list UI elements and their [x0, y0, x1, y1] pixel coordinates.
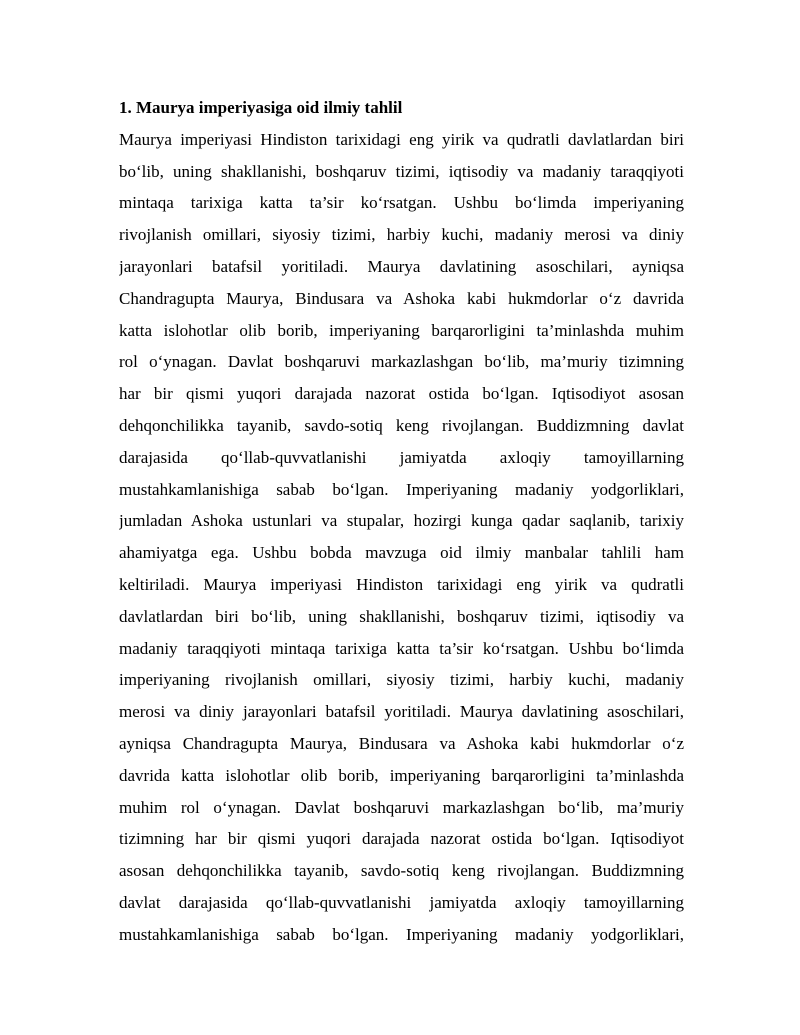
paragraph: [119, 124, 684, 951]
text-line: Chandragupta Maurya, Bindusara va Ashoka kabi hukmdorlar o‘z davrida: [119, 288, 684, 308]
text-line: merosi va diniy jarayonlari batafsil yoritiladi. Maurya davlatining asoschilari,: [119, 702, 684, 722]
text-line: imperiyaning rivojlanish omillari, siyosiy tizimi, harbiy kuchi, madaniy: [119, 670, 684, 690]
text-line: asosan dehqonchilikka tayanib, savdo-sotiq keng rivojlangan. Buddizmning: [119, 861, 684, 881]
section-heading: 1. Maurya imperiyasiga oid ilmiy tahlil: [119, 98, 403, 117]
text-line: rol o‘ynagan. Davlat boshqaruvi markazlashgan bo‘lib, ma’muriy tizimning: [119, 352, 684, 372]
text-line: dehqonchilikka tayanib, savdo-sotiq keng rivojlangan. Buddizmning davlat: [119, 415, 684, 435]
text-line: davlatlardan biri bo‘lib, uning shakllanishi, boshqaruv tizimi, iqtisodiy va: [119, 606, 684, 626]
text-line: rivojlanish omillari, siyosiy tizimi, harbiy kuchi, madaniy merosi va diniy: [119, 225, 684, 245]
text-line: har bir qismi yuqori darajada nazorat ostida bo‘lgan. Iqtisodiyot asosan: [119, 384, 684, 404]
text-line: mustahkamlanishiga sabab bo‘lgan. Imperiyaning madaniy yodgorliklari,: [119, 924, 684, 944]
text-line: ayniqsa Chandragupta Maurya, Bindusara va Ashoka kabi hukmdorlar o‘z: [119, 733, 684, 753]
text-line: tizimning har bir qismi yuqori darajada nazorat ostida bo‘lgan. Iqtisodiyot: [119, 829, 684, 849]
document-body: [119, 92, 684, 951]
text-line: mintaqa tarixiga katta ta’sir ko‘rsatgan. Ushbu bo‘limda imperiyaning: [119, 193, 684, 213]
text-line: bo‘lib, uning shakllanishi, boshqaruv tizimi, iqtisodiy va madaniy taraqqiyoti: [119, 161, 684, 181]
text-line: ahamiyatga ega. Ushbu bobda mavzuga oid ilmiy manbalar tahlili ham: [119, 543, 684, 563]
text-line: mustahkamlanishiga sabab bo‘lgan. Imperiyaning madaniy yodgorliklari,: [119, 479, 684, 499]
text-line: muhim rol o‘ynagan. Davlat boshqaruvi markazlashgan bo‘lib, ma’muriy: [119, 797, 684, 817]
text-line: keltiriladi. Maurya imperiyasi Hindiston tarixidagi eng yirik va qudratli: [119, 574, 684, 594]
text-line: katta islohotlar olib borib, imperiyaning barqarorligini ta’minlashda muhim: [119, 320, 684, 340]
text-line: darajasida qo‘llab-quvvatlanishi jamiyatda axloqiy tamoyillarning: [119, 447, 684, 467]
text-line: davlat darajasida qo‘llab-quvvatlanishi jamiyatda axloqiy tamoyillarning: [119, 892, 684, 912]
text-line: jumladan Ashoka ustunlari va stupalar, hozirgi kunga qadar saqlanib, tarixiy: [119, 511, 684, 531]
text-line: davrida katta islohotlar olib borib, imperiyaning barqarorligini ta’minlashda: [119, 765, 684, 785]
text-line: madaniy taraqqiyoti mintaqa tarixiga katta ta’sir ko‘rsatgan. Ushbu bo‘limda: [119, 638, 684, 658]
text-line: jarayonlari batafsil yoritiladi. Maurya davlatining asoschilari, ayniqsa: [119, 256, 684, 276]
text-line: Maurya imperiyasi Hindiston tarixidagi eng yirik va qudratli davlatlardan biri: [119, 129, 684, 149]
